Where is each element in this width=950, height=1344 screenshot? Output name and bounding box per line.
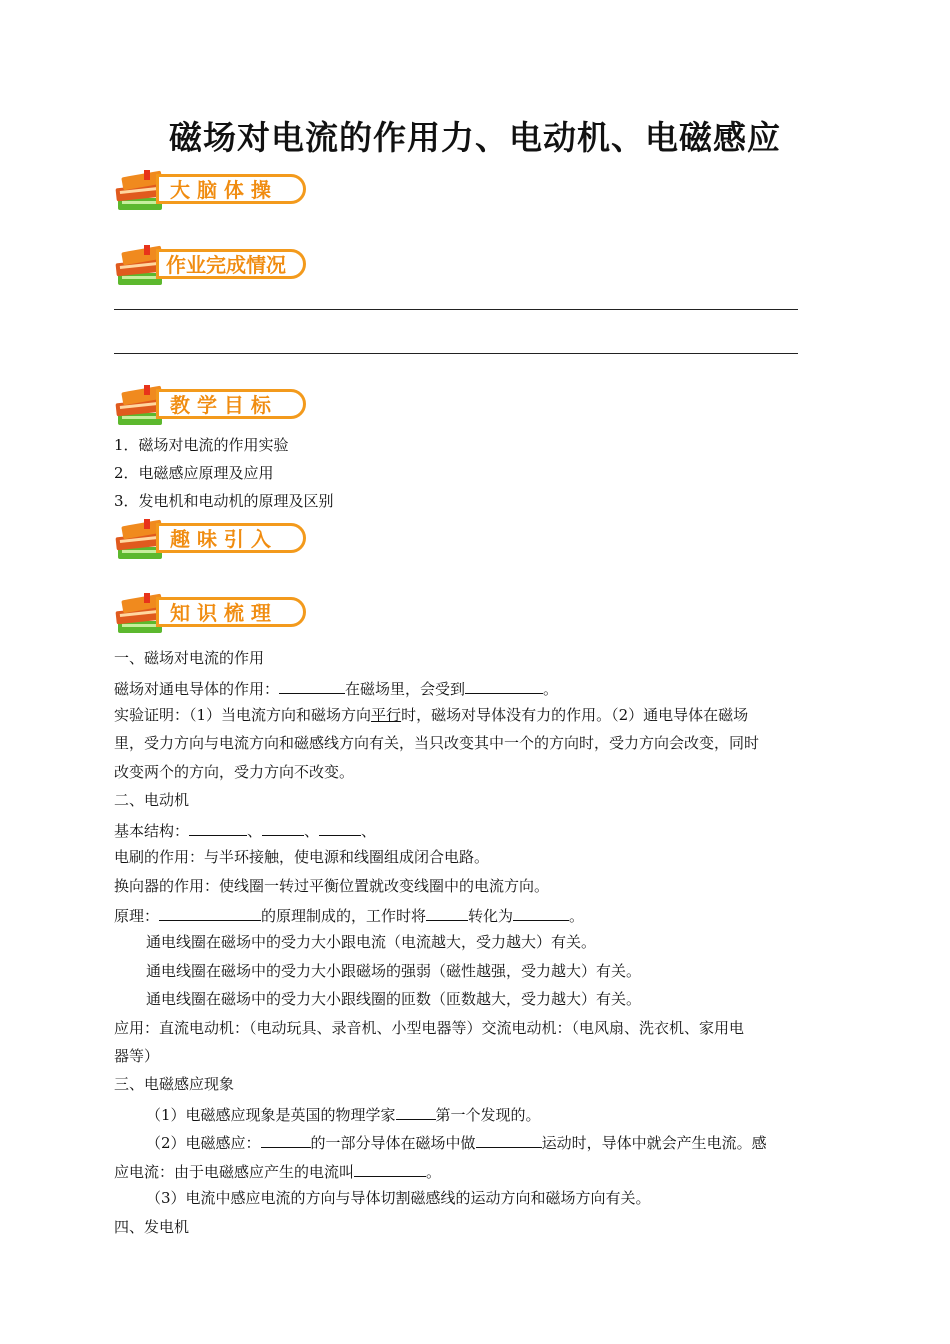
fill-blank[interactable] xyxy=(159,904,261,921)
fill-blank[interactable] xyxy=(465,677,543,694)
fill-blank[interactable] xyxy=(262,819,304,836)
text: 。 xyxy=(569,907,585,925)
banner-brain-exercise xyxy=(114,168,310,216)
goal-item: 2．电磁感应原理及应用 xyxy=(114,464,274,482)
fill-blank[interactable] xyxy=(513,904,569,921)
fill-blank[interactable] xyxy=(476,1131,542,1148)
text: 在磁场里，会受到 xyxy=(345,680,466,698)
fill-blank[interactable] xyxy=(426,904,468,921)
paragraph-line xyxy=(114,677,838,699)
banner-teaching-goals xyxy=(114,383,310,431)
fill-blank[interactable] xyxy=(319,819,361,836)
paragraph-line xyxy=(114,819,838,841)
banner-label: 教 学 目 标 xyxy=(170,393,271,417)
section-heading: 三、电磁感应现象 xyxy=(114,1075,235,1093)
banner-fun-intro xyxy=(114,517,310,565)
banner-knowledge-review xyxy=(114,591,310,639)
paragraph-line: 通电线圈在磁场中的受力大小跟电流（电流越大，受力越大）有关。 xyxy=(146,933,597,951)
text: 实验证明：（1）当电流方向和磁场方向 xyxy=(114,706,372,724)
document-title: 磁场对电流的作用力、电动机、电磁感应 xyxy=(169,118,781,157)
fill-blank[interactable] xyxy=(189,819,247,836)
text: 、 xyxy=(247,822,263,840)
text: （2）电磁感应： xyxy=(146,1134,261,1152)
text: 、 xyxy=(361,822,377,840)
text: 运动时，导体中就会产生电流。感 xyxy=(541,1134,767,1152)
fill-blank[interactable] xyxy=(396,1103,436,1120)
banner-label: 大 脑 体 操 xyxy=(170,178,271,202)
paragraph-line: 应用：直流电动机：（电动玩具、录音机、小型电器等）交流电动机：（电风扇、洗衣机、家用电 xyxy=(114,1019,745,1037)
paragraph-line: 通电线圈在磁场中的受力大小跟磁场的强弱（磁性越强，受力越大）有关。 xyxy=(146,962,642,980)
text: 、 xyxy=(304,822,320,840)
paragraph-line: 换向器的作用：使线圈一转过平衡位置就改变线圈中的电流方向。 xyxy=(114,877,550,895)
paragraph-line xyxy=(114,1160,838,1182)
text: 应电流：由于电磁感应产生的电流叫 xyxy=(114,1163,355,1181)
fill-blank[interactable] xyxy=(354,1160,426,1177)
text: 原理： xyxy=(114,907,160,925)
banner-label: 趣 味 引 入 xyxy=(170,527,271,551)
text: 的原理制成的，工作时将 xyxy=(261,907,427,925)
underlined-text: 平行 xyxy=(371,706,402,724)
text: 基本结构： xyxy=(114,822,190,840)
fill-blank[interactable] xyxy=(261,1131,311,1148)
goal-item: 3．发电机和电动机的原理及区别 xyxy=(114,492,334,510)
text: 磁场对通电导体的作用： xyxy=(114,680,280,698)
paragraph-line: 改变两个的方向，受力方向不改变。 xyxy=(114,763,355,781)
answer-line xyxy=(114,309,798,310)
text: 。 xyxy=(426,1163,442,1181)
text: （1）电磁感应现象是英国的物理学家 xyxy=(146,1106,396,1124)
paragraph-line: 电刷的作用：与半环接触，使电源和线圈组成闭合电路。 xyxy=(114,848,490,866)
paragraph-line xyxy=(114,904,838,926)
paragraph-line: 器等） xyxy=(114,1047,160,1065)
paragraph-line xyxy=(146,1131,870,1153)
paragraph-line: 通电线圈在磁场中的受力大小跟线圈的匝数（匝数越大，受力越大）有关。 xyxy=(146,990,642,1008)
text: 。 xyxy=(543,680,559,698)
goal-item: 1．磁场对电流的作用实验 xyxy=(114,436,289,454)
text: 的一部分导体在磁场中做 xyxy=(310,1134,476,1152)
answer-line xyxy=(114,353,798,354)
paragraph-line xyxy=(114,705,838,725)
text: 时，磁场对导体没有力的作用。（2）通电导体在磁场 xyxy=(401,706,749,724)
banner-label: 知 识 梳 理 xyxy=(170,601,271,625)
paragraph-line: 里，受力方向与电流方向和磁感线方向有关，当只改变其中一个的方向时，受力方向会改变，同时 xyxy=(114,734,760,752)
text: 第一个发现的。 xyxy=(435,1106,541,1124)
paragraph-line xyxy=(146,1103,870,1125)
text: 转化为 xyxy=(468,907,514,925)
section-heading: 二、电动机 xyxy=(114,791,190,809)
banner-homework-status xyxy=(114,243,310,291)
section-heading: 一、磁场对电流的作用 xyxy=(114,649,265,667)
fill-blank[interactable] xyxy=(279,677,345,694)
banner-label: 作业完成情况 xyxy=(166,253,286,277)
paragraph-line: （3）电流中感应电流的方向与导体切割磁感线的运动方向和磁场方向有关。 xyxy=(146,1189,651,1207)
section-heading: 四、发电机 xyxy=(114,1218,190,1236)
